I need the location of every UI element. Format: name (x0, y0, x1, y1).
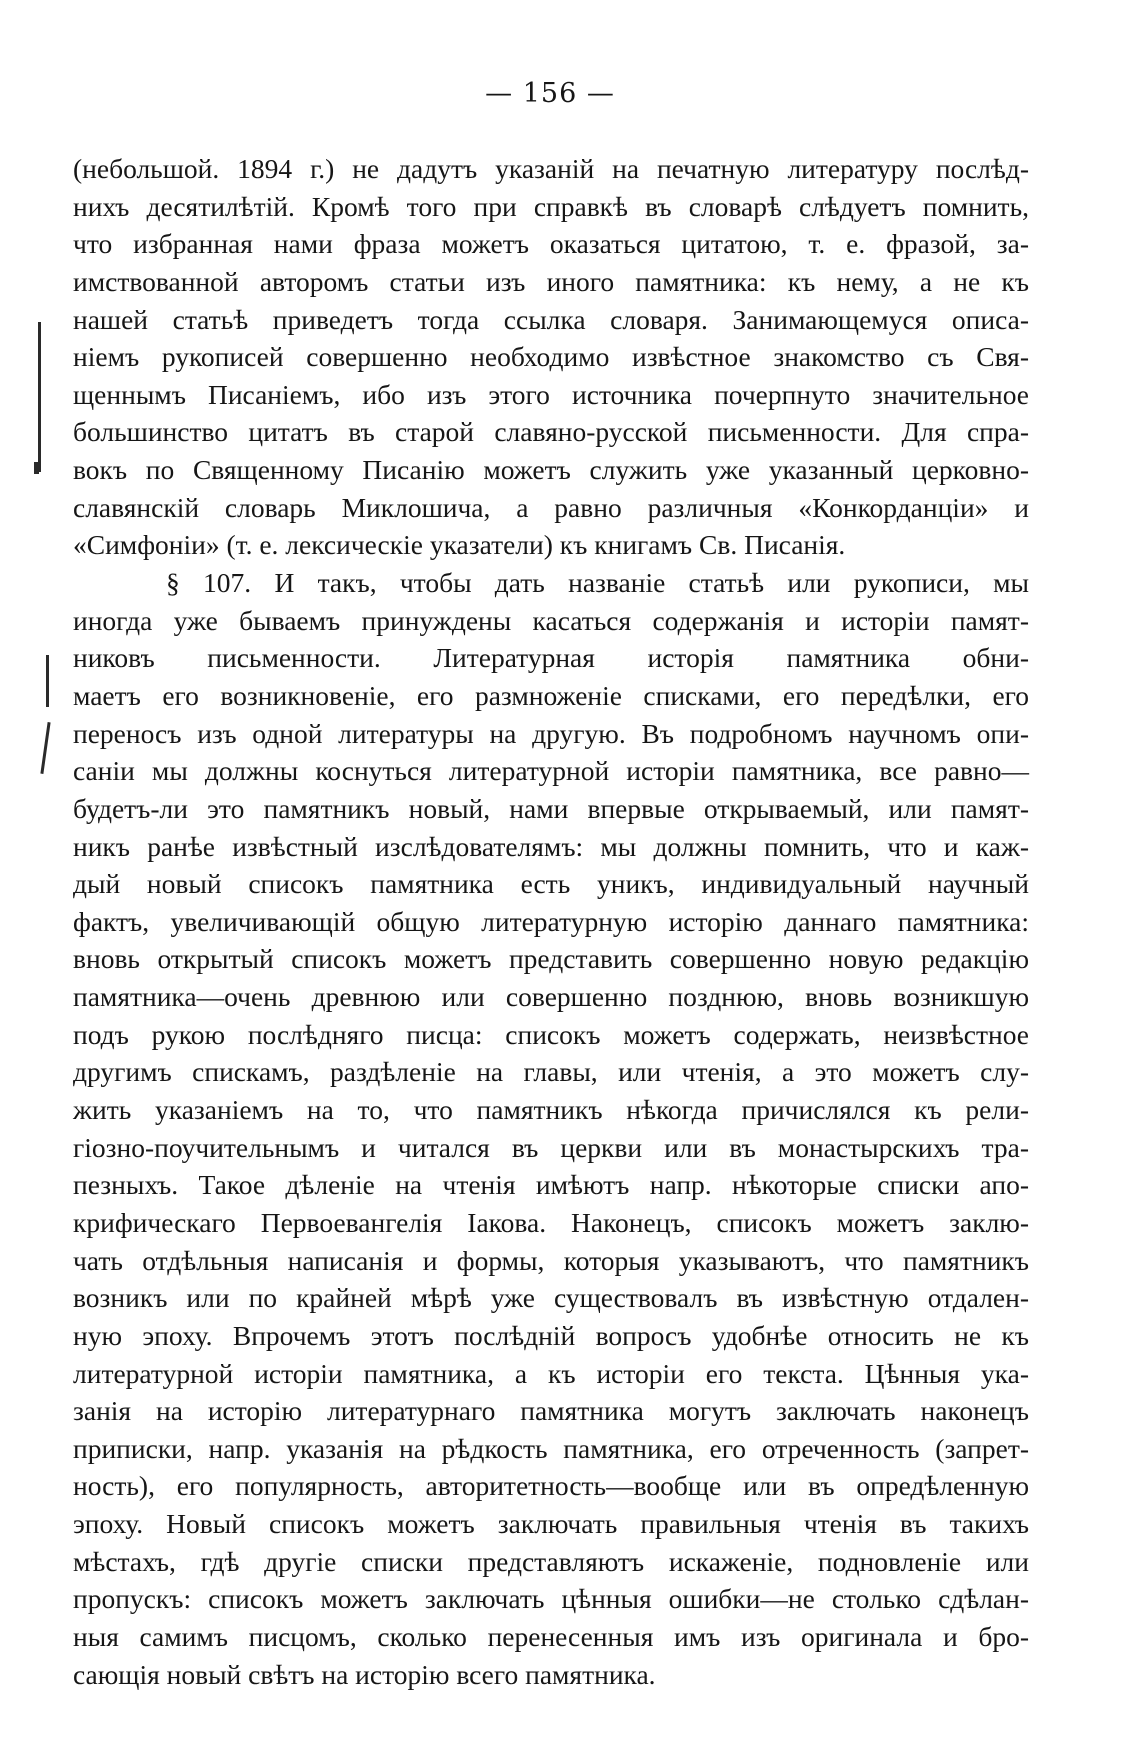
text-line: чать отдѣльныя написанія и формы, которыя указываютъ, что памятникъ (73, 1244, 1029, 1276)
text-line: эпоху. Новый списокъ можетъ заключать правильныя чтенія въ такихъ (73, 1508, 1029, 1540)
text-line: подъ рукою послѣдняго писца: списокъ можетъ содержать, неизвѣстное (73, 1018, 1029, 1050)
margin-pencil-mark-1 (38, 322, 41, 472)
text-line: что избранная нами фраза можетъ оказаться цитатою, т. е. фразой, за- (73, 228, 1029, 260)
text-line: фактъ, увеличивающій общую литературную исторію даннаго памятника: (73, 905, 1029, 937)
body-text (73, 150, 1029, 1693)
text-line: большинство цитатъ въ старой славяно-русской письменности. Для спра- (73, 416, 1029, 448)
text-line: приписки, напр. указанія на рѣдкость памятника, его отреченность (запрет- (73, 1432, 1029, 1464)
text-line: ныя самимъ писцомъ, сколько перенесенныя имъ изъ оригинала и бро- (73, 1620, 1029, 1652)
text-line: дый новый списокъ памятника есть уникъ, индивидуальный научный (73, 868, 1029, 900)
text-line: «Симфоніи» (т. е. лексическіе указатели) къ книгамъ Св. Писанія. (73, 529, 846, 561)
text-line: ность), его популярность, авторитетность—вообще или въ опредѣленную (73, 1470, 1029, 1502)
text-line: § 107. И такъ, чтобы дать названіе статьѣ или рукописи, мы (73, 567, 1029, 599)
text-line: памятника—очень древнюю или совершенно позднюю, вновь возникшую (73, 981, 1029, 1013)
text-line: ніемъ рукописей совершенно необходимо извѣстное знакомство съ Свя- (73, 341, 1029, 373)
text-line: переносъ изъ одной литературы на другую. Въ подробномъ научномъ опи- (73, 717, 1029, 749)
text-line: крифическаго Первоевангелія Іакова. Наконецъ, списокъ можетъ заклю- (73, 1206, 1029, 1238)
page-number: — 156 — (485, 78, 615, 109)
text-line: мѣстахъ, гдѣ другіе списки представляютъ искаженіе, подновленіе или (73, 1545, 1029, 1577)
text-line: пезныхъ. Такое дѣленіе на чтенія имѣютъ напр. нѣкоторые списки апо- (73, 1169, 1029, 1201)
text-line: славянскій словарь Миклошича, а равно различныя «Конкорданціи» и (73, 491, 1029, 523)
text-line: нашей статьѣ приведетъ тогда ссылка словаря. Занимающемуся описа- (73, 303, 1029, 335)
text-line: другимъ спискамъ, раздѣленіе на главы, или чтенія, а это можетъ слу- (73, 1056, 1029, 1088)
margin-pencil-mark-3 (40, 722, 50, 774)
text-line: ную эпоху. Впрочемъ этотъ послѣдній вопросъ удобнѣе относить не къ (73, 1319, 1029, 1351)
text-line: иногда уже бываемъ принуждены касаться содержанія и исторіи памят- (73, 604, 1029, 636)
text-line: будетъ-ли это памятникъ новый, нами впервые открываемый, или памят- (73, 792, 1029, 824)
text-line: гіозно-поучительнымъ и читался въ церкви или въ монастырскихъ тра- (73, 1131, 1029, 1163)
text-line: сающія новый свѣтъ на исторію всего памятника. (73, 1658, 656, 1690)
text-line: нихъ десятилѣтій. Кромѣ того при справкѣ въ словарѣ слѣдуетъ помнить, (73, 190, 1029, 222)
text-line: возникъ или по крайней мѣрѣ уже существовалъ въ извѣстную отдален- (73, 1282, 1029, 1314)
margin-pencil-mark-2 (46, 655, 49, 707)
text-line: занія на исторію литературнаго памятника могутъ заключать наконецъ (73, 1395, 1029, 1427)
text-line: никъ ранѣе извѣстный изслѣдователямъ: мы должны помнить, что и каж- (73, 830, 1029, 862)
text-line: жить указаніемъ на то, что памятникъ нѣкогда причислялся къ рели- (73, 1094, 1029, 1126)
margin-pencil-mark-1-hook (34, 462, 39, 474)
text-line: литературной исторіи памятника, а къ исторіи его текста. Цѣнныя ука- (73, 1357, 1029, 1389)
text-line: саніи мы должны коснуться литературной исторіи памятника, все равно— (73, 755, 1029, 787)
text-line: имствованной авторомъ статьи изъ иного памятника: къ нему, а не къ (73, 265, 1029, 297)
text-line: маетъ его возникновеніе, его размноженіе списками, его передѣлки, его (73, 679, 1029, 711)
text-line: (небольшой. 1894 г.) не дадутъ указаній на печатную литературу послѣд- (73, 153, 1029, 184)
text-line: пропускъ: списокъ можетъ заключать цѣнныя ошибки—не столько сдѣлан- (73, 1583, 1029, 1615)
text-line: никовъ письменности. Литературная исторія памятника обни- (73, 642, 1029, 674)
text-line: вокъ по Священному Писанію можетъ служить уже указанный церковно- (73, 454, 1029, 486)
text-line: вновь открытый списокъ можетъ представить совершенно новую редакцію (73, 943, 1029, 975)
text-line: щеннымъ Писаніемъ, ибо изъ этого источника почерпнуто значительное (73, 378, 1029, 410)
